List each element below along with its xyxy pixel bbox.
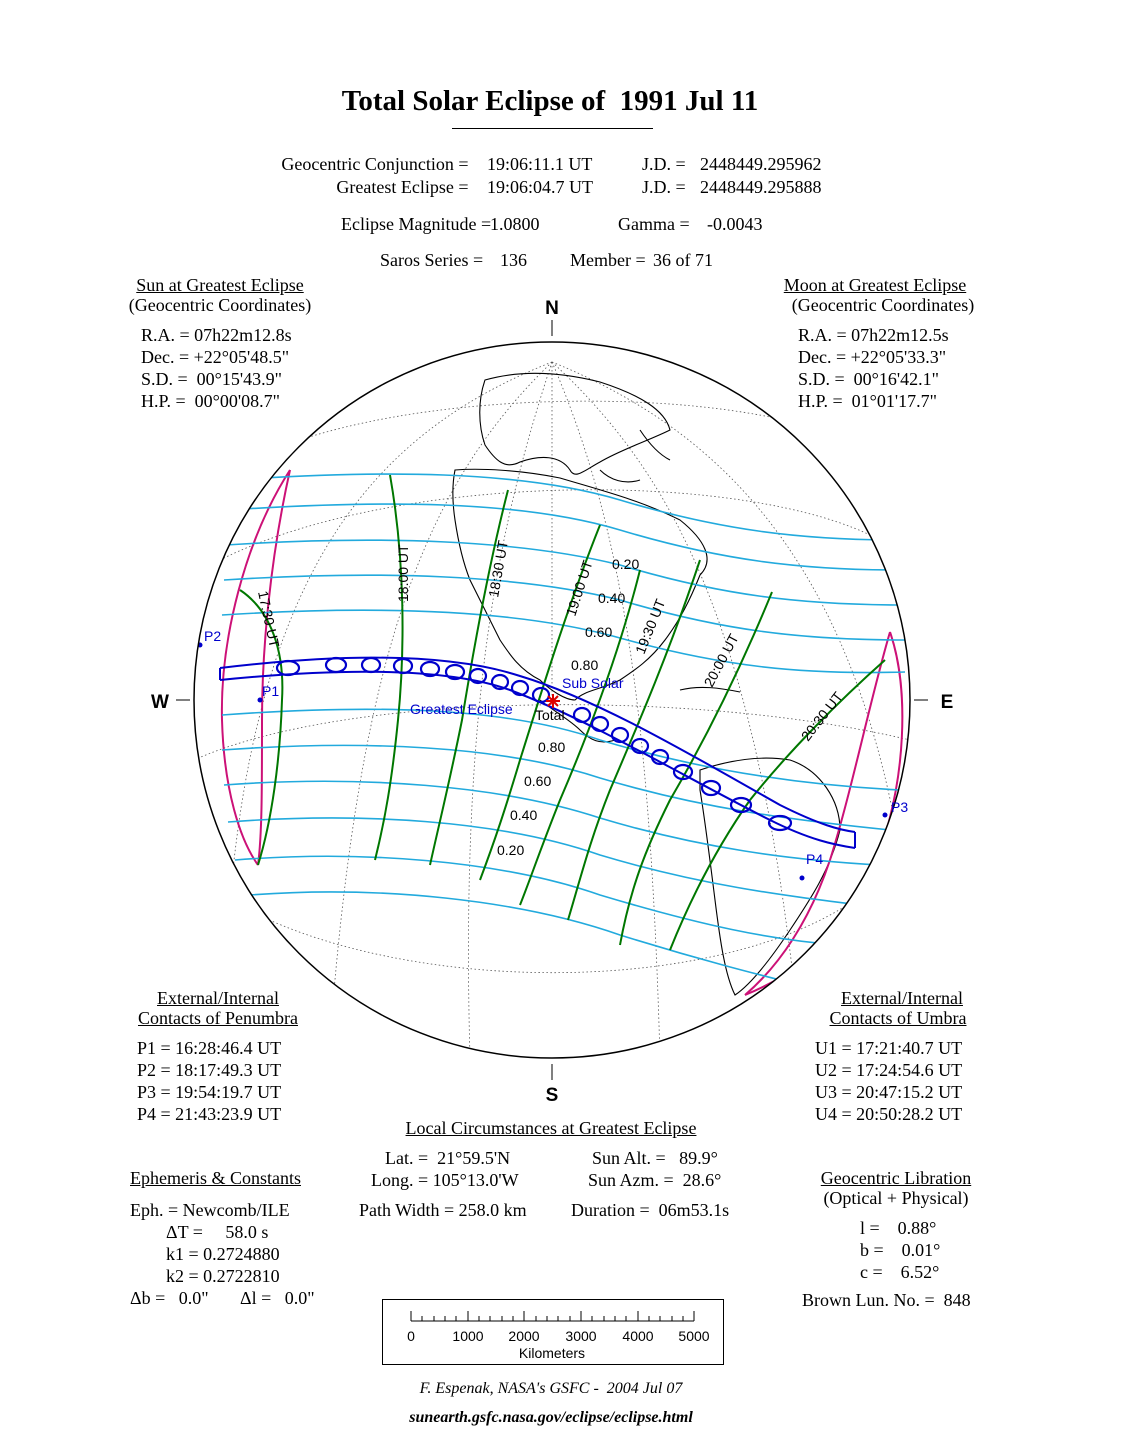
source-url: sunearth.gsfc.nasa.gov/eclipse/eclipse.html [409, 1409, 693, 1426]
local-long: Long. = 105°13.0'W [371, 1170, 519, 1190]
scale-tick-label: 0 [407, 1328, 415, 1344]
conjunction-jd-label: J.D. = [642, 154, 691, 174]
ephemeris-eph: Eph. = Newcomb/ILE [130, 1200, 290, 1220]
coastlines [453, 373, 840, 995]
compass-north: N [545, 298, 559, 319]
ephemeris-db: Δb = 0.0" [130, 1288, 209, 1308]
local-lat: Lat. = 21°59.5'N [385, 1148, 511, 1168]
conjunction-label: Geocentric Conjunction = [281, 154, 473, 174]
local-sun-alt: Sun Alt. = 89.9° [592, 1148, 718, 1168]
compass-west: W [151, 692, 169, 713]
libration-brown: Brown Lun. No. = 848 [802, 1290, 971, 1310]
ephemeris-heading: Ephemeris & Constants [130, 1168, 301, 1188]
penumbra-heading-2: Contacts of Penumbra [138, 1008, 298, 1028]
scale-tick-label: 2000 [508, 1328, 540, 1344]
sub-solar-label: Sub Solar [562, 675, 624, 691]
gamma-value: -0.0043 [707, 214, 763, 234]
greatest-time: 19:06:04.7 UT [487, 177, 593, 197]
contact-label-p4: P4 [806, 851, 824, 867]
umbra-heading-2: Contacts of Umbra [829, 1008, 967, 1028]
time-label-1930: 19:30 UT [631, 596, 669, 657]
moon-dec: Dec. = +22°05'33.3" [798, 347, 947, 367]
local-duration: Duration = 06m53.1s [571, 1200, 730, 1220]
contact-label-p2: P2 [204, 628, 222, 644]
scale-bar [382, 1299, 724, 1365]
umbra-u4: U4 = 20:50:28.2 UT [815, 1104, 963, 1124]
scale-tick-label: 5000 [678, 1328, 710, 1344]
moon-subheading: (Geocentric Coordinates) [791, 295, 975, 315]
sun-dec: Dec. = +22°05'48.5" [141, 347, 290, 367]
subsolar-point-marker [546, 694, 560, 708]
mag-north-label-1: 0.20 [612, 556, 640, 572]
ephemeris-dt: ΔT = 58.0 s [166, 1222, 269, 1242]
scale-tick-label: 3000 [565, 1328, 597, 1344]
libration-c: c = 6.52° [860, 1262, 940, 1282]
umbra-u1: U1 = 17:21:40.7 UT [815, 1038, 963, 1058]
conjunction-jd: 2448449.295962 [700, 154, 822, 174]
credit-line: F. Espenak, NASA's GSFC - 2004 Jul 07 [419, 1380, 683, 1397]
penumbra-p1: P1 = 16:28:46.4 UT [137, 1038, 282, 1058]
libration-b: b = 0.01° [860, 1240, 941, 1260]
sun-ra: R.A. = 07h22m12.8s [141, 325, 292, 345]
mag-south-label-2: 0.60 [524, 773, 552, 789]
local-heading: Local Circumstances at Greatest Eclipse [405, 1118, 697, 1138]
libration-heading: Geocentric Libration [820, 1168, 972, 1188]
conjunction-time: 19:06:11.1 UT [487, 154, 593, 174]
sun-heading: Sun at Greatest Eclipse [136, 275, 304, 295]
time-label-1800: 18:00 UT [395, 544, 411, 602]
sun-hp: H.P. = 00°00'08.7" [141, 391, 280, 411]
time-label-1830: 18:30 UT [485, 539, 511, 599]
mag-south-label-3: 0.40 [510, 807, 538, 823]
page-title: Total Solar Eclipse of 1991 Jul 11 [341, 85, 759, 117]
greatest-eclipse-label: Greatest Eclipse [410, 701, 513, 717]
mag-north-label-4: 0.80 [571, 657, 599, 673]
scale-tick-label: 4000 [622, 1328, 654, 1344]
greatest-jd: 2448449.295888 [700, 177, 822, 197]
mag-north-label-3: 0.60 [585, 624, 613, 640]
saros-value: 136 [500, 250, 527, 270]
contact-label-p1: P1 [262, 683, 280, 699]
sun-subheading: (Geocentric Coordinates) [128, 295, 312, 315]
magnitude-value: 1.0800 [490, 214, 540, 234]
moon-ra: R.A. = 07h22m12.5s [798, 325, 949, 345]
greatest-jd-label: J.D. = [642, 177, 691, 197]
member-label: Member = [570, 250, 651, 270]
libration-l: l = 0.88° [860, 1218, 937, 1238]
ephemeris-k1: k1 = 0.2724880 [166, 1244, 280, 1264]
greatest-label: Greatest Eclipse = [336, 177, 473, 197]
penumbra-p4: P4 = 21:43:23.9 UT [137, 1104, 282, 1124]
time-label-1730: 17:30 UT [255, 589, 283, 649]
magnitude-label: Eclipse Magnitude = [341, 214, 496, 234]
moon-sd: S.D. = 00°16'42.1" [798, 369, 939, 389]
scale-ticks [411, 1311, 694, 1321]
compass-south: S [545, 1085, 559, 1106]
gamma-label: Gamma = [618, 214, 695, 234]
penumbra-p2: P2 = 18:17:49.3 UT [137, 1060, 282, 1080]
scale-unit-label: Kilometers [518, 1345, 586, 1361]
contact-label-p3: P3 [891, 799, 909, 815]
penumbra-heading-1: External/Internal [157, 988, 279, 1008]
time-label-2030: 20:30 UT [797, 688, 846, 744]
mag-north-label-2: 0.40 [598, 590, 626, 606]
mag-south-label-4: 0.20 [497, 842, 525, 858]
sun-sd: S.D. = 00°15'43.9" [141, 369, 282, 389]
member-value: 36 of 71 [653, 250, 713, 270]
mag-south-label-1: 0.80 [538, 739, 566, 755]
compass-east: E [940, 692, 954, 713]
penumbra-p3: P3 = 19:54:19.7 UT [137, 1082, 282, 1102]
umbra-u2: U2 = 17:24:54.6 UT [815, 1060, 963, 1080]
moon-heading: Moon at Greatest Eclipse [783, 275, 967, 295]
scale-tick-label: 1000 [452, 1328, 484, 1344]
libration-subheading: (Optical + Physical) [823, 1188, 969, 1208]
local-sun-azm: Sun Azm. = 28.6° [588, 1170, 722, 1190]
moon-hp: H.P. = 01°01'17.7" [798, 391, 937, 411]
ephemeris-k2: k2 = 0.2722810 [166, 1266, 280, 1286]
local-path-width: Path Width = 258.0 km [359, 1200, 527, 1220]
ephemeris-dl: Δl = 0.0" [240, 1288, 315, 1308]
umbra-u3: U3 = 20:47:15.2 UT [815, 1082, 963, 1102]
time-label-2000: 20:00 UT [700, 631, 742, 690]
umbra-heading-1: External/Internal [841, 988, 963, 1008]
total-label: Total [535, 707, 565, 723]
saros-label: Saros Series = [380, 250, 488, 270]
time-label-1900: 19:00 UT [562, 558, 596, 618]
